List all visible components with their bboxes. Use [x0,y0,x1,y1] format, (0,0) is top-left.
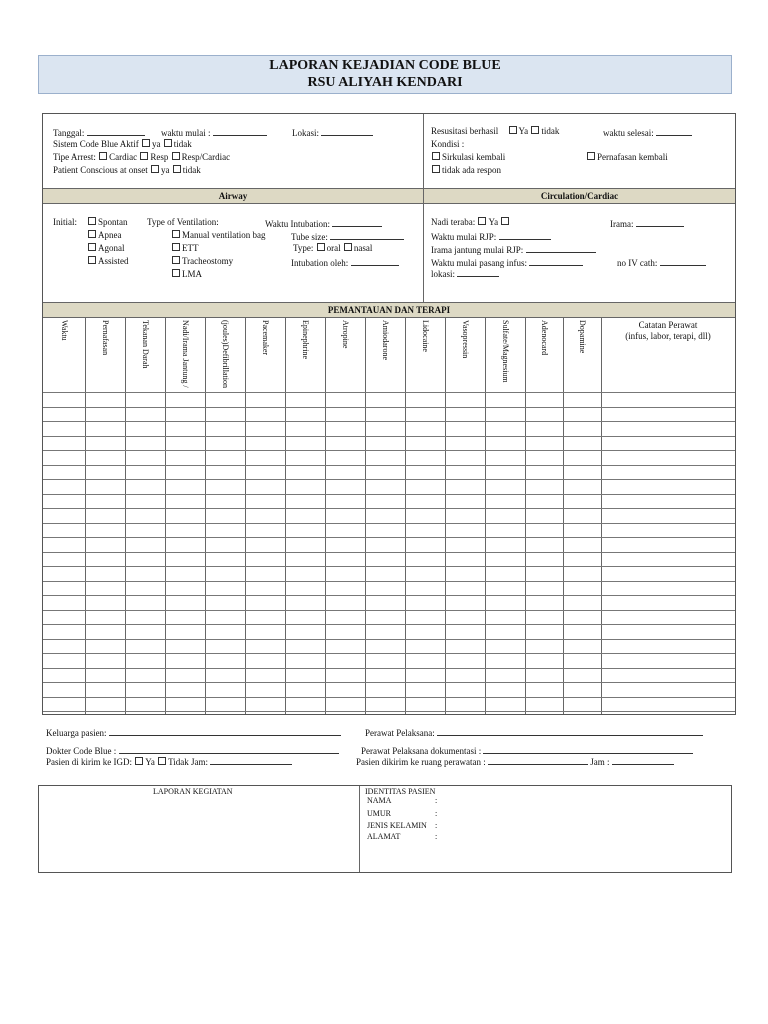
alamat-label: ALAMAT [367,832,401,841]
waktu-mulai-label: waktu mulai : [161,128,211,138]
igd-tidak-checkbox[interactable] [158,757,166,765]
column-header [205,318,245,394]
column-header-label: Lidocaine [421,320,430,352]
kondisi-label: Kondisi : [431,139,465,149]
dokter-field[interactable] [119,744,339,754]
resp-label: Resp [150,152,169,162]
table-row[interactable] [43,494,735,495]
keluarga-field[interactable] [109,726,341,736]
laporan-kegiatan-label: LAPORAN KEGIATAN [153,787,233,796]
catatan-header [601,320,735,342]
manual-label: Manual ventilation bag [182,230,266,240]
table-row[interactable] [43,465,735,466]
lma-label: LMA [182,269,202,279]
table-row[interactable] [43,537,735,538]
conscious-ya-checkbox[interactable] [151,165,159,173]
airway-header: Airway [43,188,423,204]
cardiac-label: Cardiac [109,152,138,162]
column-header [245,318,285,394]
waktu-infus-field[interactable] [529,256,583,266]
bottom-box [38,785,732,873]
dokter-label: Dokter Code Blue : [46,746,117,756]
column-header [365,318,405,394]
initial-label: Initial: [53,217,77,227]
column-header-label: Epinephrine [301,320,310,360]
column-header-label: Adenocard [540,320,549,356]
perawat-dok-field[interactable] [483,744,693,754]
igd-ya-label: Ya [145,757,155,767]
spontan-checkbox[interactable] [88,217,96,225]
circ-lokasi-field[interactable] [457,267,499,277]
column-header-label: Waktu [60,320,69,341]
identitas-label: IDENTITAS PASIEN [365,787,436,796]
igd-tidak-label: Tidak [168,757,189,767]
tanggal-label: Tanggal: [53,128,85,138]
column-header [125,318,165,394]
ett-checkbox[interactable] [172,243,180,251]
waktu-intubation-field[interactable] [332,217,382,227]
no-iv-label: no IV cath: [617,258,658,268]
irama-label: Irama: [610,219,634,229]
sistem-tidak-label: tidak [173,139,192,149]
catatan-label: Catatan Perawat [638,320,698,330]
assisted-label: Assisted [98,256,129,266]
tube-size-label: Tube size: [291,232,328,242]
table-row[interactable] [43,639,735,640]
resp-cardiac-label: Resp/Cardiac [181,152,231,162]
manual-checkbox[interactable] [172,230,180,238]
nadi-ya-label: Ya [488,217,499,227]
column-header-label: Atropine [341,320,350,349]
irama-field[interactable] [636,217,684,227]
perawat-label: Perawat Pelaksana: [365,728,435,738]
perawat-field[interactable] [437,726,703,736]
igd-jam-field[interactable] [210,755,292,765]
perawat-dok-label: Perawat Pelaksana dokumentasi : [361,746,482,756]
sirkulasi-checkbox[interactable] [432,152,440,160]
pasien-igd-label: Pasien di kirim ke IGD: [46,757,132,767]
tube-size-field[interactable] [330,230,404,240]
table-row[interactable] [43,581,735,582]
column-header-label: Dopamine [578,320,587,354]
table-row[interactable] [43,682,735,683]
table-row[interactable] [43,624,735,625]
column-header-label: Amiodarone [381,320,390,360]
jenis-label: JENIS KELAMIN [367,821,427,830]
table-row[interactable] [43,479,735,480]
resusitasi-tidak-label: tidak [541,126,560,136]
waktu-selesai-field[interactable] [656,126,692,136]
pernafasan-label: Pernafasan kembali [597,152,668,162]
apnea-checkbox[interactable] [88,230,96,238]
igd-ya-checkbox[interactable] [135,757,143,765]
conscious-tidak-label: tidak [182,165,201,175]
intubation-oleh-label: Intubation oleh: [291,258,349,268]
pasien-ruang-label: Pasien dikirim ke ruang perawatan : [356,757,486,767]
pasien-ruang-field[interactable] [488,755,588,765]
assisted-checkbox[interactable] [88,256,96,264]
resusitasi-ya-label: Ya [518,126,529,136]
irama-rjp-field[interactable] [526,243,596,253]
no-iv-field[interactable] [660,256,706,266]
type-vent-label: Type of Ventilation: [147,217,219,227]
column-header-label: Vasopressin [461,320,470,359]
pernafasan-checkbox[interactable] [587,152,595,160]
tidak-respon-label: tidak ada respon [442,165,501,175]
sistem-label: Sistem Code Blue Aktif [53,139,139,149]
circ-lokasi-label: lokasi: [431,269,455,279]
nadi-label: Nadi teraba: [431,217,476,227]
nama-label: NAMA [367,796,392,805]
column-header [525,318,563,394]
tanggal-field[interactable] [87,126,145,136]
table-row[interactable] [43,711,735,712]
table-row[interactable] [43,450,735,451]
column-header-label: Nadi/Irama Jantung / [181,320,190,388]
table-row[interactable] [43,523,735,524]
table-row[interactable] [43,653,735,654]
nadi-tidak-checkbox[interactable] [501,217,509,225]
spontan-label: Spontan [98,217,128,227]
resusitasi-label: Resusitasi berhasil [431,126,499,136]
nama-colon: : [435,796,438,805]
waktu-selesai-label: waktu selesai: [603,128,654,138]
conscious-label: Patient Conscious at onset [53,165,148,175]
agonal-checkbox[interactable] [88,243,96,251]
table-row[interactable] [43,595,735,596]
sistem-ya-checkbox[interactable] [142,139,150,147]
circulation-header: Circulation/Cardiac [424,188,735,204]
column-header-label: Pacemaker [261,320,270,356]
main-form [42,113,736,715]
table-row[interactable] [43,552,735,553]
conscious-ya-label: ya [161,165,170,175]
tracheostomy-label: Tracheostomy [182,256,234,266]
waktu-mulai-field[interactable] [213,126,267,136]
irama-rjp-label: Irama jantung mulai RJP: [431,245,524,255]
oral-label: oral [326,243,341,253]
sistem-ya-label: ya [152,139,161,149]
column-header [405,318,445,394]
waktu-infus-label: Waktu mulai pasang infus: [431,258,528,268]
column-header-label: Tekanan Darah [141,320,150,369]
column-header [485,318,525,394]
resp-cardiac-checkbox[interactable] [172,152,180,160]
sirkulasi-label: Sirkulasi kembali [442,152,506,162]
resusitasi-ya-checkbox[interactable] [509,126,517,134]
lokasi-field[interactable] [321,126,373,136]
nadi-ya-checkbox[interactable] [478,217,486,225]
umur-colon: : [435,809,438,818]
column-header [563,318,601,394]
ett-label: ETT [182,243,199,253]
tracheostomy-checkbox[interactable] [172,256,180,264]
title-line1: LAPORAN KEJADIAN CODE BLUE [269,58,501,73]
title-line2: RSU ALIYAH KENDARI [307,75,463,90]
lokasi-label: Lokasi: [292,128,319,138]
column-header-label: Sulfate/Magnesium [501,320,510,383]
keluarga-label: Keluarga pasien: [46,728,107,738]
table-row[interactable] [43,566,735,567]
apnea-label: Apnea [98,230,122,240]
sistem-tidak-checkbox[interactable] [164,139,172,147]
table-row[interactable] [43,407,735,408]
waktu-rjp-field[interactable] [499,230,551,240]
column-header [165,318,205,394]
table-row[interactable] [43,436,735,437]
title-box [38,55,732,94]
type-label: Type: [293,243,314,253]
resp-checkbox[interactable] [140,152,148,160]
conscious-tidak-checkbox[interactable] [173,165,181,173]
ruang-jam-label: Jam : [590,757,610,767]
alamat-colon: : [435,832,438,841]
table-row[interactable] [43,392,735,393]
table-row[interactable] [43,508,735,509]
umur-label: UMUR [367,809,392,818]
table-row[interactable] [43,697,735,698]
column-header [325,318,365,394]
column-header-label: (joules)Defibrillation [221,320,230,388]
grid-column-divider [601,318,602,714]
table-row[interactable] [43,421,735,422]
resusitasi-tidak-checkbox[interactable] [531,126,539,134]
table-row[interactable] [43,668,735,669]
agonal-label: Agonal [98,243,125,253]
ruang-jam-field[interactable] [612,755,674,765]
column-header [445,318,485,394]
igd-jam-label: Jam: [191,757,209,767]
waktu-rjp-label: Waktu mulai RJP: [431,232,497,242]
column-header [43,318,85,394]
tidak-respon-checkbox[interactable] [432,165,440,173]
column-header [285,318,325,394]
jenis-colon: : [435,821,438,830]
column-header-label: Pernafasan [101,320,110,356]
lma-checkbox[interactable] [172,269,180,277]
table-row[interactable] [43,610,735,611]
monitoring-grid [43,318,735,714]
cardiac-checkbox[interactable] [99,152,107,160]
nasal-label: nasal [353,243,373,253]
intubation-oleh-field[interactable] [351,256,399,266]
tipe-arrest-label: Tipe Arrest: [53,152,96,162]
pemantauan-header: PEMANTAUAN DAN TERAPI [43,302,735,318]
column-header [85,318,125,394]
oral-checkbox[interactable] [317,243,325,251]
catatan-sub-label: (infus, labor, terapi, dll) [625,331,711,341]
waktu-intubation-label: Waktu Intubation: [265,219,331,229]
nasal-checkbox[interactable] [344,243,352,251]
